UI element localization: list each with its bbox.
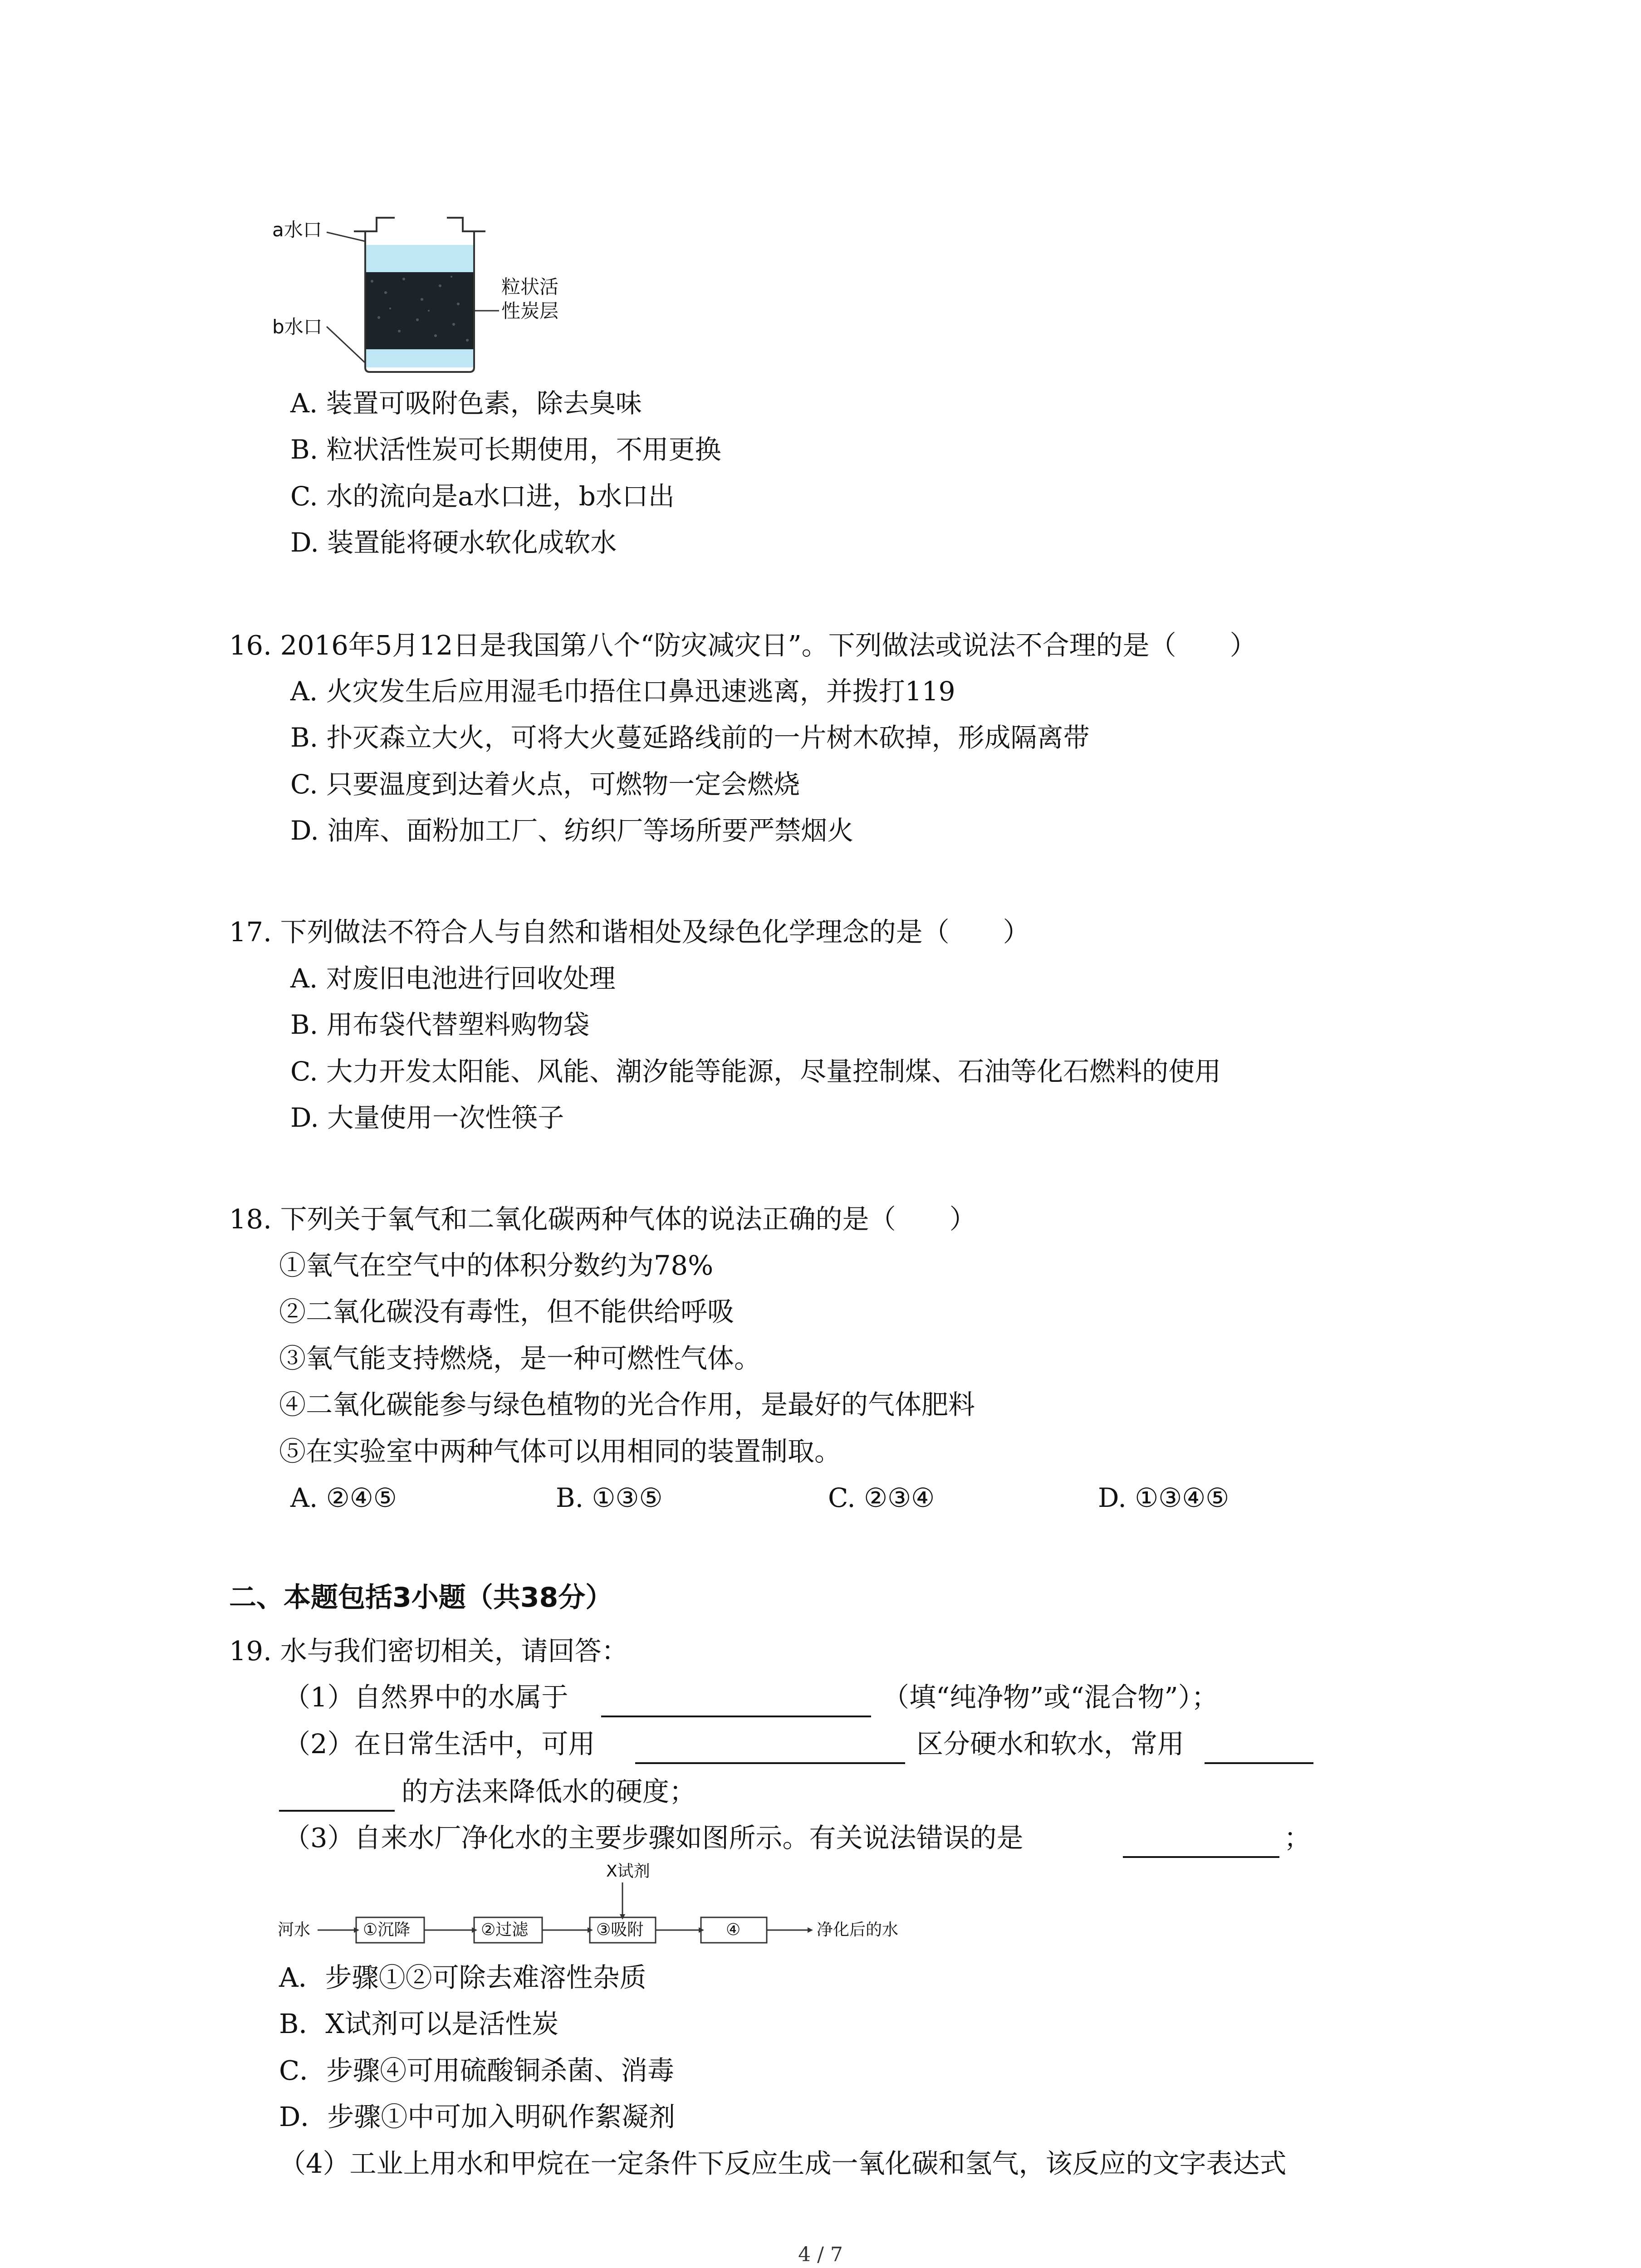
a-outlet-leader [327, 232, 365, 241]
q17-stem: 17. 下列做法不符合人与自然和谐相处及绿色化学理念的是（ ） [229, 916, 1030, 948]
q19-part2-mid: 区分硬水和软水，常用 [916, 1728, 1185, 1760]
q15-option-a: A. 装置可吸附色素，除去臭味 [290, 388, 642, 419]
q19-part2-blank-1[interactable] [635, 1762, 905, 1764]
q18-statement-2: ②二氧化碳没有毒性，但不能供给呼吸 [279, 1296, 735, 1327]
filter-top-pipe-left [354, 218, 395, 231]
q19-choice-a: A．步骤①②可除去难溶性杂质 [279, 1962, 647, 1993]
q16-option-a: A. 火灾发生后应用湿毛巾捂住口鼻迅速逃离，并拨打119 [290, 676, 955, 707]
filter-carbon-layer [365, 272, 474, 349]
q16-option-d: D. 油库、面粉加工厂、纺织厂等场所要严禁烟火 [290, 815, 854, 846]
q17-option-d: D. 大量使用一次性筷子 [290, 1102, 564, 1133]
q19-choice-c: C．步骤④可用硫酸铜杀菌、消毒 [279, 2055, 675, 2086]
q19-choice-b: B．X试剂可以是活性炭 [279, 2008, 559, 2039]
q19-part1-hint: （填“纯净物”或“混合物”）； [882, 1681, 1219, 1713]
q17-option-c: C. 大力开发太阳能、风能、潮汐能等能源，尽量控制煤、石油等化石燃料的使用 [290, 1056, 1221, 1087]
flow-arrowhead-5 [808, 1927, 813, 1933]
q15-option-b: B. 粒状活性炭可长期使用，不用更换 [290, 434, 721, 465]
q19-part2-blank-2[interactable] [1205, 1762, 1313, 1764]
q19-part2-blank-2-cont[interactable] [279, 1810, 395, 1812]
q19-part3-text: （3）自来水厂净化水的主要步骤如图所示。有关说法错误的是 [284, 1822, 1024, 1853]
flow-reagent-label: X试剂 [606, 1862, 650, 1881]
flow-start-label: 河水 [278, 1921, 311, 1939]
flow-end-label: 净化后的水 [817, 1921, 899, 1939]
filter-top-pipe-right [447, 218, 485, 231]
q19-part2-end: 的方法来降低水的硬度； [402, 1776, 696, 1807]
q19-part4-text: （4）工业上用水和甲烷在一定条件下反应生成一氧化碳和氢气，该反应的文字表达式 [279, 2148, 1287, 2179]
q18-statement-4: ④二氧化碳能参与绿色植物的光合作用，是最好的气体肥料 [279, 1389, 975, 1420]
q19-stem: 19. 水与我们密切相关，请回答： [229, 1635, 628, 1667]
q15-option-d: D. 装置能将硬水软化成软水 [290, 527, 617, 558]
q19-part1-text: （1）自然界中的水属于 [284, 1681, 568, 1713]
a-outlet-label: a水口 [272, 219, 322, 241]
q18-statement-5: ⑤在实验室中两种气体可以用相同的装置制取。 [279, 1436, 842, 1467]
b-outlet-leader [327, 327, 365, 363]
carbon-layer-label-1: 粒状活 [501, 276, 559, 298]
q16-option-b: B. 扑灭森立大火，可将大火蔓延路线前的一片树木砍掉，形成隔离带 [290, 722, 1090, 753]
q18-option-d: D. ①③④⑤ [1098, 1482, 1230, 1513]
q18-stem: 18. 下列关于氧气和二氧化碳两种气体的说法正确的是（ ） [229, 1203, 976, 1235]
page-number: 4 / 7 [798, 2243, 843, 2266]
flow-step-3: ③吸附 [596, 1921, 644, 1939]
filter-clear-water-bottom [365, 349, 474, 367]
q16-option-c: C. 只要温度到达着火点，可燃物一定会燃烧 [290, 769, 800, 800]
carbon-layer-label-2: 性炭层 [501, 300, 559, 322]
q18-option-b: B. ①③⑤ [556, 1482, 663, 1513]
q15-option-c: C. 水的流向是a水口进，b水口出 [290, 481, 675, 512]
flow-step-4: ④ [726, 1921, 741, 1939]
flow-step-2: ②过滤 [481, 1921, 529, 1939]
filter-clear-water-top [365, 245, 474, 272]
b-outlet-label: b水口 [272, 316, 323, 338]
q18-option-a: A. ②④⑤ [290, 1482, 397, 1513]
q18-option-c: C. ②③④ [828, 1482, 935, 1513]
q19-part3-end: ； [1284, 1822, 1311, 1853]
q18-statement-1: ①氧气在空气中的体积分数约为78% [279, 1250, 714, 1281]
q17-option-b: B. 用布袋代替塑料购物袋 [290, 1009, 590, 1040]
q19-part3-blank[interactable] [1123, 1856, 1279, 1858]
q19-choice-d: D．步骤①中可加入明矾作絮凝剂 [279, 2101, 676, 2132]
q18-statement-3: ③氧气能支持燃烧，是一种可燃性气体。 [279, 1343, 761, 1374]
q17-option-a: A. 对废旧电池进行回收处理 [290, 963, 616, 994]
section-2-title: 二、本题包括3小题（共38分） [229, 1582, 613, 1613]
q16-stem: 16. 2016年5月12日是我国第八个“防灾减灾日”。下列做法或说法不合理的是（ ） [229, 630, 1257, 661]
flow-step-1: ①沉降 [363, 1921, 411, 1939]
q19-part1-blank[interactable] [601, 1716, 871, 1717]
q19-part2-text: （2）在日常生活中，可用 [284, 1728, 595, 1760]
